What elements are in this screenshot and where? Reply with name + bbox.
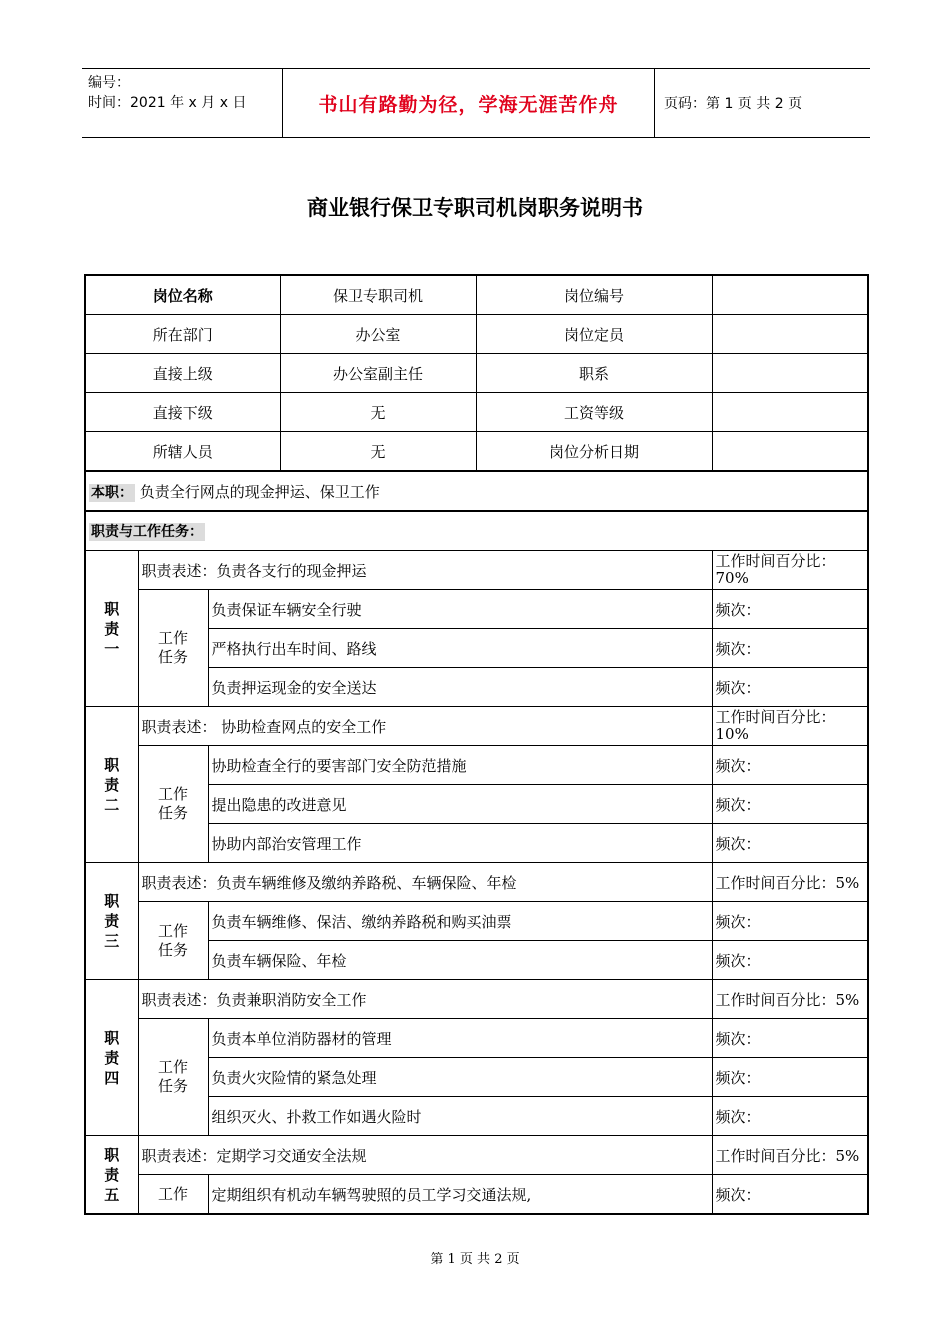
task-row [85, 1175, 868, 1215]
info-value: 保卫专职司机 [280, 275, 476, 315]
task-text: 负责押运现金的安全送达 [208, 668, 712, 707]
task-row [85, 746, 868, 785]
header-divider [654, 69, 655, 137]
info-label: 所在部门 [85, 315, 280, 354]
task-text: 负责车辆保险、年检 [208, 941, 712, 980]
task-text: 负责本单位消防器材的管理 [208, 1019, 712, 1058]
task-frequency: 频次： [712, 590, 868, 629]
task-frequency: 频次： [712, 746, 868, 785]
duty-time-percentage: 工作时间百分比：10% [712, 707, 868, 746]
task-group-label: 工作 任务 [138, 1019, 208, 1136]
duty-label: 职 责 一 [85, 551, 138, 707]
primary-duty-text: 负责全行网点的现金押运、保卫工作 [139, 482, 380, 501]
task-frequency: 频次： [712, 668, 868, 707]
info-row [85, 432, 868, 472]
info-label: 职系 [476, 354, 712, 393]
task-frequency: 频次： [712, 785, 868, 824]
duty-label: 职 责 二 [85, 707, 138, 863]
duty-description-row [85, 863, 868, 902]
info-label: 直接上级 [85, 354, 280, 393]
task-text: 定期组织有机动车辆驾驶照的员工学习交通法规, [208, 1175, 712, 1215]
task-text: 负责车辆维修、保洁、缴纳养路税和购买油票 [208, 902, 712, 941]
info-label: 工资等级 [476, 393, 712, 432]
duty-label: 职 责 五 [85, 1136, 138, 1215]
info-label: 岗位分析日期 [476, 432, 712, 472]
header-meta [88, 73, 278, 113]
info-value: 办公室副主任 [280, 354, 476, 393]
duty-description-row [85, 551, 868, 590]
duty-description: 职责表述： 协助检查网点的安全工作 [138, 707, 712, 746]
document-time-label: 时间：2021 年 x 月 x 日 [88, 95, 247, 111]
duty-label: 职 责 三 [85, 863, 138, 980]
duty-description: 职责表述：定期学习交通安全法规 [138, 1136, 712, 1175]
duties-heading: 职责与工作任务： [91, 524, 203, 540]
primary-duty-label: 本职： [91, 484, 133, 501]
task-text: 协助检查全行的要害部门安全防范措施 [208, 746, 712, 785]
job-description-table [84, 274, 869, 1215]
task-frequency: 频次： [712, 1175, 868, 1215]
duty-description-row [85, 1136, 868, 1175]
task-frequency: 频次： [712, 941, 868, 980]
document-title: 商业银行保卫专职司机岗职务说明书 [307, 196, 643, 220]
info-value [712, 275, 868, 315]
duty-time-percentage: 工作时间百分比：5% [712, 863, 868, 902]
info-row [85, 315, 868, 354]
task-frequency: 频次： [712, 902, 868, 941]
duty-description-row [85, 707, 868, 746]
info-label: 岗位定员 [476, 315, 712, 354]
task-row [85, 902, 868, 941]
primary-duty-row [85, 471, 868, 511]
task-text: 负责保证车辆安全行驶 [208, 590, 712, 629]
duties-heading-row [85, 511, 868, 551]
task-row [85, 590, 868, 629]
duties-heading-cell [85, 511, 868, 551]
info-row [85, 393, 868, 432]
primary-duty-cell [85, 471, 868, 511]
task-group-label: 工作 任务 [138, 746, 208, 863]
task-frequency: 频次： [712, 824, 868, 863]
task-frequency: 频次： [712, 1097, 868, 1136]
task-group-label: 工作 任务 [138, 902, 208, 980]
info-label: 岗位名称 [85, 275, 280, 315]
info-value: 无 [280, 393, 476, 432]
task-text: 组织灭火、扑救工作如遇火险时 [208, 1097, 712, 1136]
info-value: 无 [280, 432, 476, 472]
task-group-label: 工作 [138, 1175, 208, 1215]
info-value [712, 393, 868, 432]
page-footer: 第 1 页 共 2 页 [430, 1252, 520, 1267]
document-number-label: 编号： [88, 75, 130, 91]
duty-description-row [85, 980, 868, 1019]
info-label: 直接下级 [85, 393, 280, 432]
task-frequency: 频次： [712, 1058, 868, 1097]
header-page-number: 页码：第 1 页 共 2 页 [664, 96, 803, 112]
task-text: 严格执行出车时间、路线 [208, 629, 712, 668]
info-value: 办公室 [280, 315, 476, 354]
duty-label: 职 责 四 [85, 980, 138, 1136]
task-text: 负责火灾险情的紧急处理 [208, 1058, 712, 1097]
info-row [85, 354, 868, 393]
task-frequency: 频次： [712, 1019, 868, 1058]
info-value [712, 354, 868, 393]
duty-description: 职责表述：负责各支行的现金押运 [138, 551, 712, 590]
info-row [85, 275, 868, 315]
duty-time-percentage: 工作时间百分比：70% [712, 551, 868, 590]
task-row [85, 1019, 868, 1058]
info-label: 所辖人员 [85, 432, 280, 472]
document-header [82, 68, 870, 138]
duty-time-percentage: 工作时间百分比：5% [712, 1136, 868, 1175]
task-text: 协助内部治安管理工作 [208, 824, 712, 863]
info-value [712, 432, 868, 472]
info-value [712, 315, 868, 354]
task-frequency: 频次： [712, 629, 868, 668]
duty-description: 职责表述：负责车辆维修及缴纳养路税、车辆保险、年检 [138, 863, 712, 902]
duty-time-percentage: 工作时间百分比：5% [712, 980, 868, 1019]
info-label: 岗位编号 [476, 275, 712, 315]
header-motto: 书山有路勤为径，学海无涯苦作舟 [318, 93, 619, 116]
task-group-label: 工作 任务 [138, 590, 208, 707]
task-text: 提出隐患的改进意见 [208, 785, 712, 824]
duty-description: 职责表述：负责兼职消防安全工作 [138, 980, 712, 1019]
